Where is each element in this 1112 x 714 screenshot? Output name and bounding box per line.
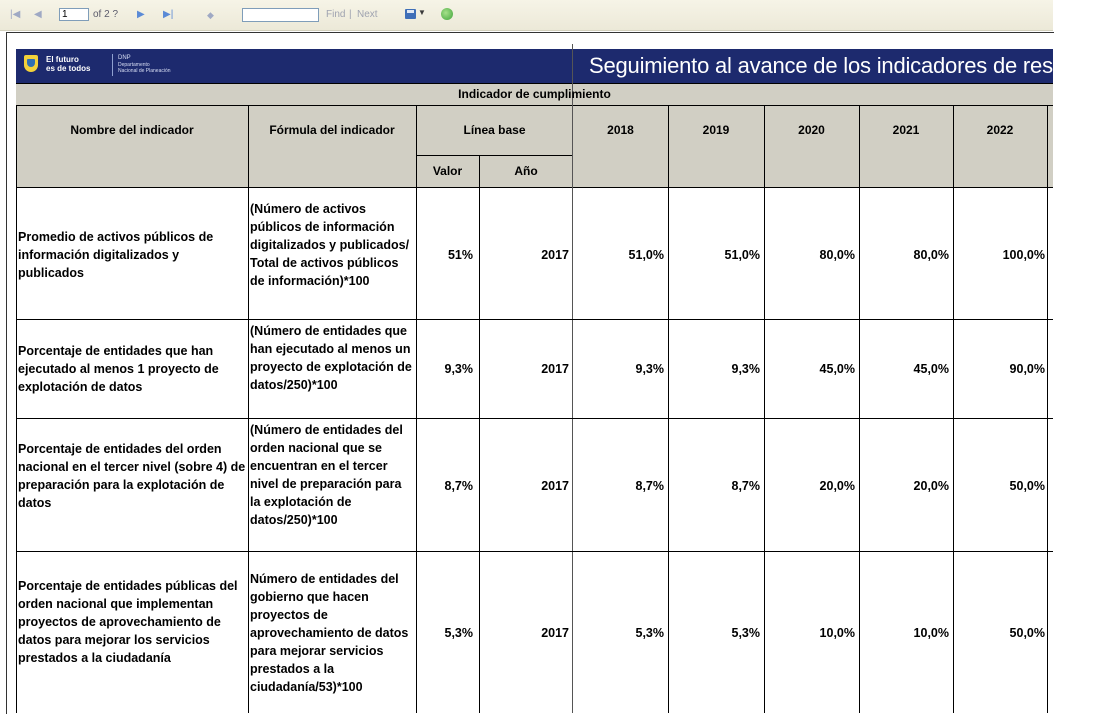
- header-year-2022: 2022: [986, 123, 1014, 137]
- dnp-line1: Departamento: [118, 62, 150, 68]
- dnp-logo: [112, 54, 195, 76]
- value-2018: 51,0%: [628, 248, 664, 262]
- value-2022: 50,0%: [1009, 626, 1045, 640]
- baseline-year: 2017: [541, 479, 569, 493]
- header-baseline: Línea base: [463, 123, 526, 137]
- next-page-icon[interactable]: ▶: [137, 9, 145, 20]
- value-2019: 51,0%: [724, 248, 760, 262]
- logo-text-line2: es de todos: [46, 64, 91, 73]
- header-year-2018: 2018: [607, 123, 634, 137]
- value-2019: 8,7%: [731, 479, 760, 493]
- baseline-value: 51%: [447, 248, 473, 262]
- government-logo: [24, 54, 191, 79]
- dnp-line2: Nacional de Planeación: [118, 68, 171, 74]
- previous-page-icon[interactable]: ◀: [34, 9, 42, 20]
- last-page-icon[interactable]: ▶|: [163, 9, 174, 20]
- indicator-name: Promedio de activos públicos de información digitalizados y publicados: [18, 230, 214, 280]
- header-year-2020: 2020: [798, 123, 825, 137]
- dnp-short: DNP: [118, 55, 131, 61]
- baseline-value: 5,3%: [444, 626, 473, 640]
- indicator-formula: Número de entidades del gobierno que hacen proyectos de aprovechamiento de datos para mejorar servicios prestados a la ciudadanía/53)*100: [250, 572, 409, 694]
- coat-of-arms-icon: [24, 55, 38, 72]
- indicator-name: Porcentaje de entidades públicas del orden nacional que implementan proyectos de aprovechamiento de datos para mejorar los servicios prestados a la ciudadanía: [18, 579, 238, 665]
- value-2018: 9,3%: [635, 362, 664, 376]
- value-2018: 5,3%: [635, 626, 664, 640]
- indicator-formula: (Número de activos públicos de información digitalizados y publicados/ Total de activos públicos de información)*100: [250, 202, 410, 288]
- value-2021: 45,0%: [913, 362, 949, 376]
- header-year-2021: 2021: [892, 123, 920, 137]
- value-2020: 20,0%: [819, 479, 855, 493]
- report-title: Seguimiento al avance de los indicadores de resultado: [589, 53, 1112, 78]
- value-2022: 90,0%: [1009, 362, 1045, 376]
- header-group-title: Indicador de cumplimiento: [458, 87, 611, 101]
- value-2022: 50,0%: [1009, 479, 1045, 493]
- indicator-formula: (Número de entidades que han ejecutado al menos un proyecto de explotación de datos/250)*100: [250, 324, 412, 392]
- first-page-icon[interactable]: |◀: [10, 9, 21, 20]
- export-dropdown-icon[interactable]: ▼: [418, 8, 426, 17]
- value-2018: 8,7%: [635, 479, 664, 493]
- baseline-year: 2017: [541, 362, 569, 376]
- baseline-year: 2017: [541, 626, 569, 640]
- header-baseline-year: Año: [514, 164, 538, 178]
- value-2019: 5,3%: [731, 626, 760, 640]
- find-input[interactable]: [242, 8, 319, 22]
- value-2021: 20,0%: [913, 479, 949, 493]
- find-next-link[interactable]: Next: [357, 9, 378, 20]
- value-2020: 10,0%: [819, 626, 855, 640]
- find-link[interactable]: Find: [326, 9, 346, 20]
- export-save-icon[interactable]: [405, 9, 416, 19]
- indicator-name: Porcentaje de entidades que han ejecutado al menos 1 proyecto de explotación de datos: [18, 344, 219, 394]
- baseline-value: 9,3%: [444, 362, 473, 376]
- back-to-parent-icon[interactable]: ◆: [207, 10, 214, 20]
- logo-text-line1: El futuro: [46, 55, 79, 64]
- value-2020: 80,0%: [819, 248, 855, 262]
- value-2021: 80,0%: [913, 248, 949, 262]
- header-formula: Fórmula del indicador: [269, 123, 395, 137]
- value-2019: 9,3%: [731, 362, 760, 376]
- header-indicator-name: Nombre del indicador: [70, 123, 194, 137]
- baseline-value: 8,7%: [444, 479, 473, 493]
- baseline-year: 2017: [541, 248, 569, 262]
- page-count-label: of 2 ?: [93, 9, 119, 20]
- value-2020: 45,0%: [819, 362, 855, 376]
- report-viewer-toolbar: [0, 0, 1053, 31]
- page-number-input[interactable]: [59, 8, 89, 21]
- find-separator: |: [349, 9, 352, 20]
- report-banner: [16, 49, 1112, 83]
- header-year-2019: 2019: [702, 123, 730, 137]
- indicator-name: Porcentaje de entidades del orden nacional en el tercer nivel (sobre 4) de preparación para la explotación de datos: [18, 442, 246, 510]
- header-baseline-value: Valor: [432, 164, 463, 178]
- value-2022: 100,0%: [1002, 248, 1045, 262]
- indicator-formula: (Número de entidades del orden nacional que se encuentran en el tercer nivel de preparación para la explotación de datos/250)*100: [250, 423, 403, 527]
- value-2021: 10,0%: [913, 626, 949, 640]
- refresh-icon[interactable]: [441, 8, 453, 20]
